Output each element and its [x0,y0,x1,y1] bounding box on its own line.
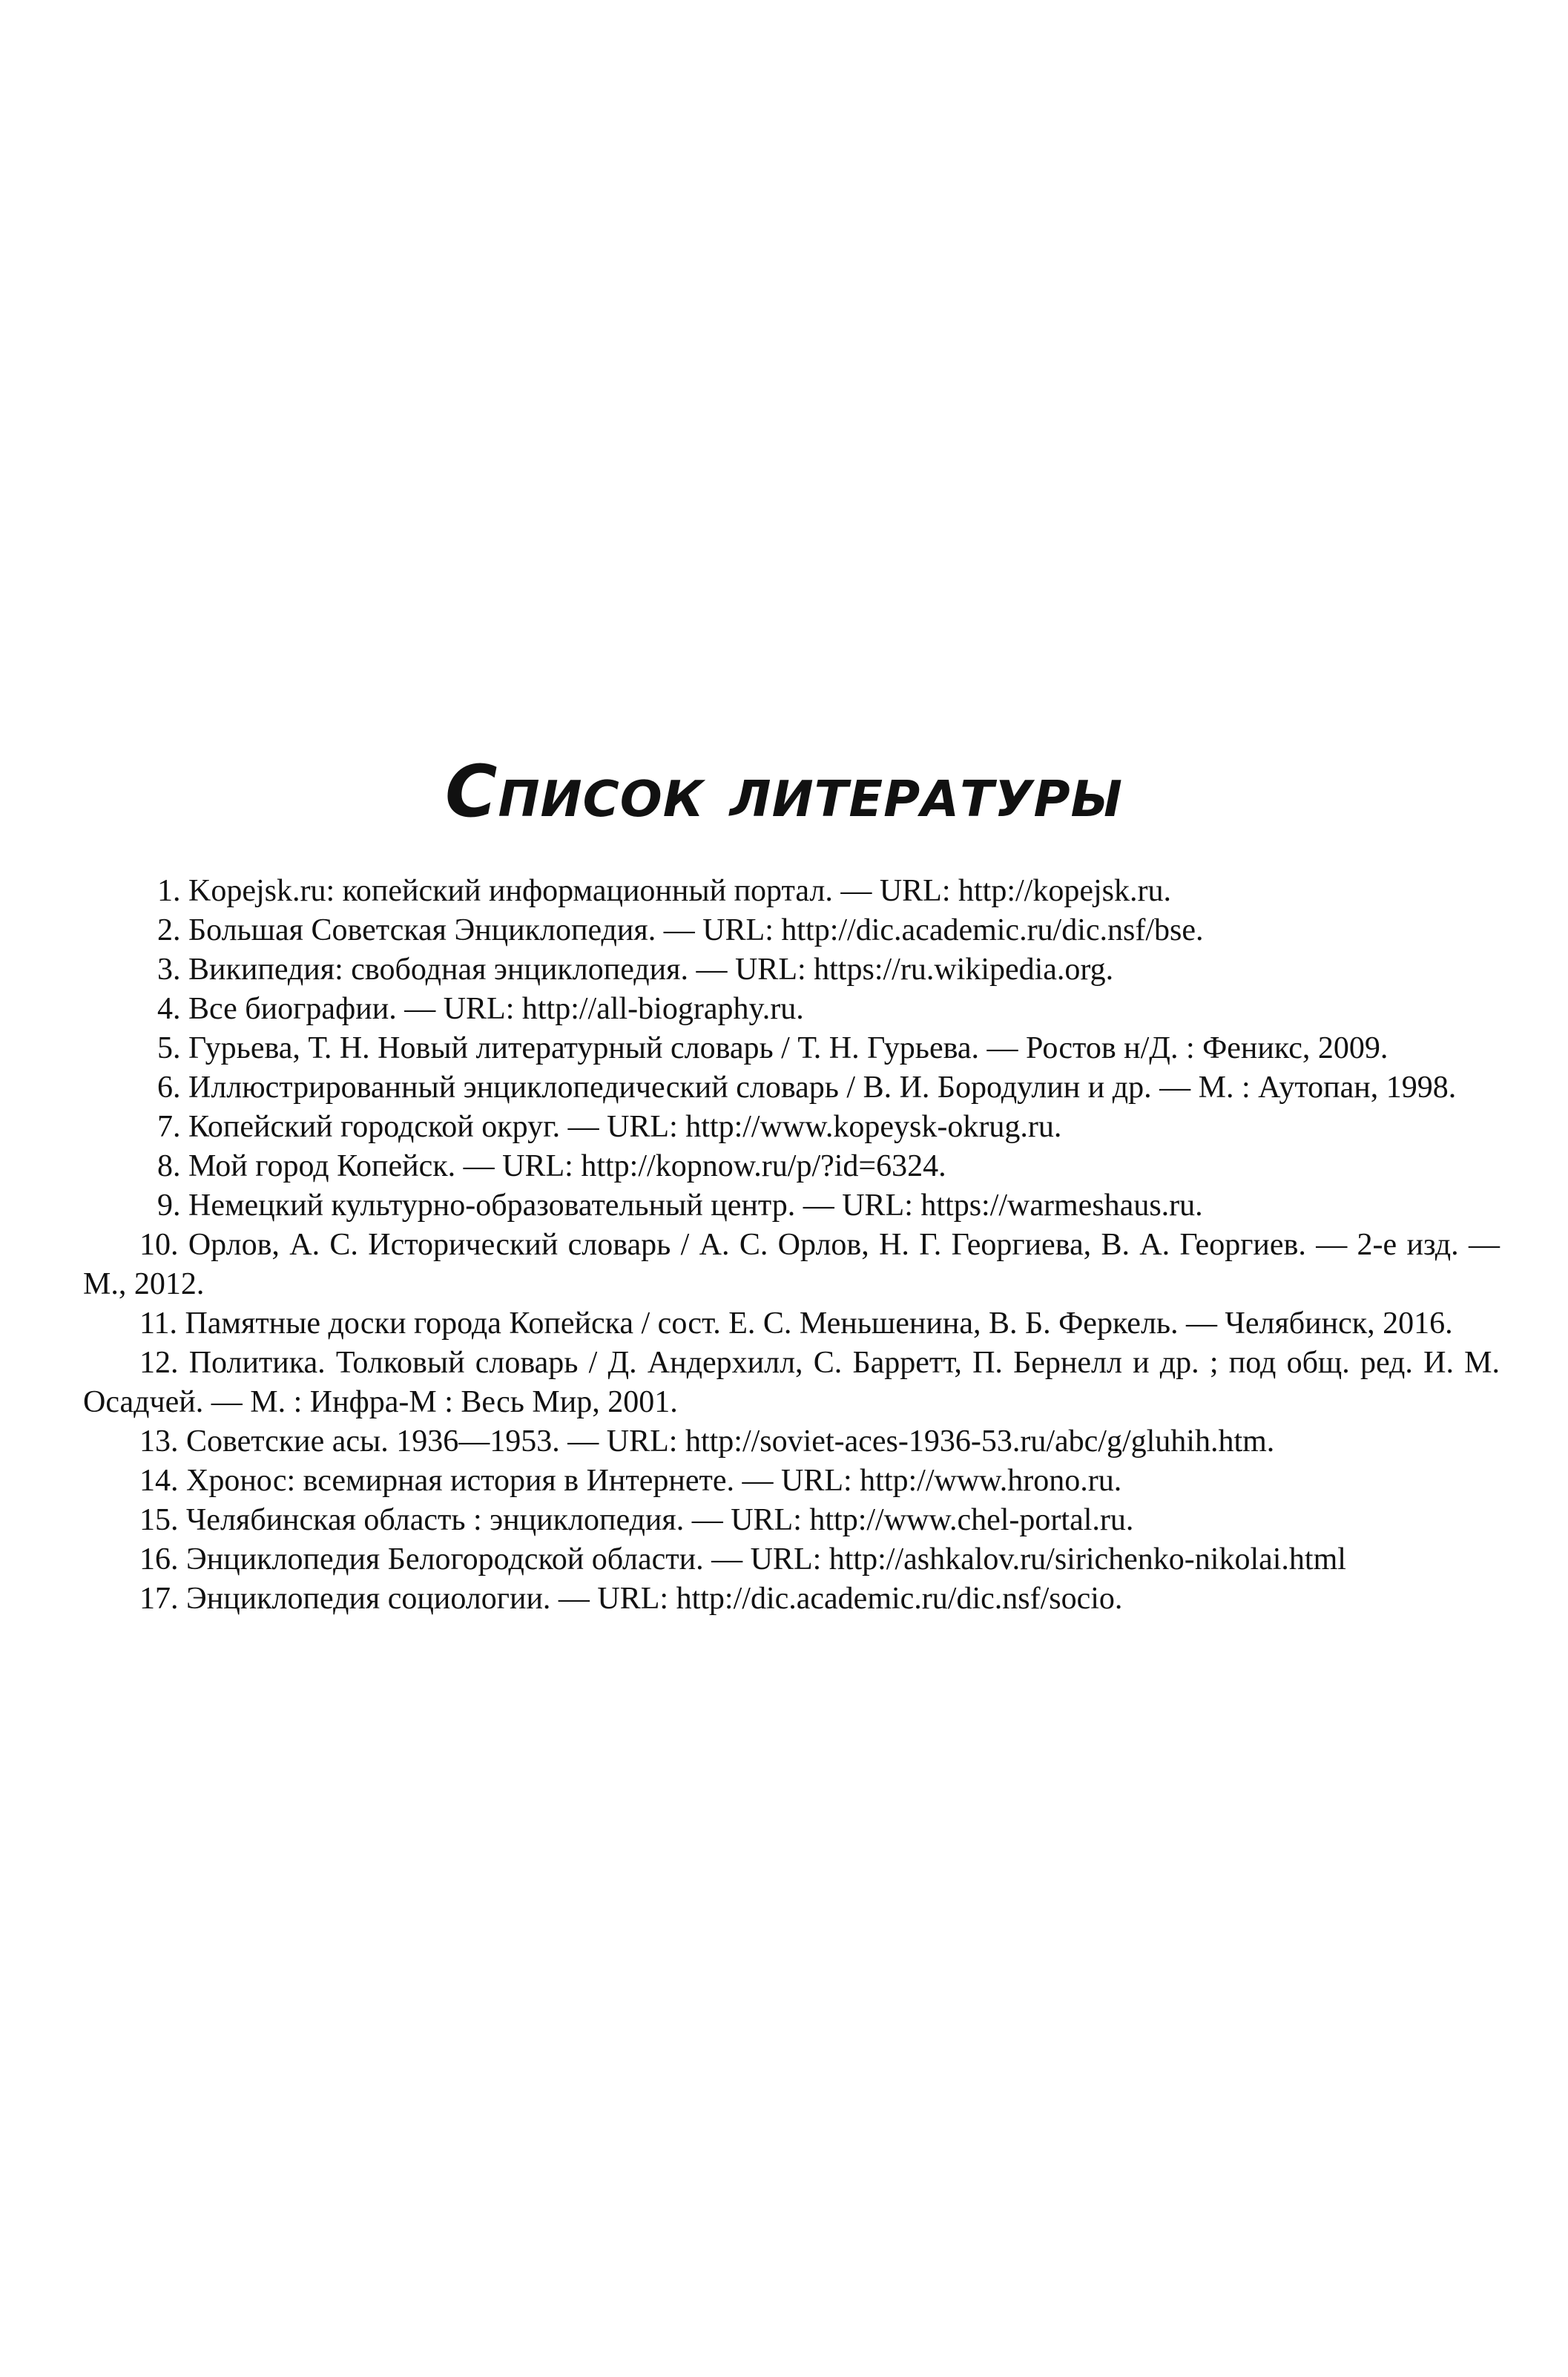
reference-text: Все биографии. — URL: http://all-biography.ru. [188,992,804,1026]
reference-number: 14. [139,1464,179,1498]
reference-number: 16. [139,1542,179,1577]
reference-item [83,1540,1500,1579]
reference-item [83,1147,1500,1186]
reference-number: 13. [139,1424,179,1459]
reference-text: Хронос: всемирная история в Интернете. — URL: http://www.hrono.ru. [186,1464,1122,1498]
reference-item [83,1462,1500,1501]
reference-number: 10. [139,1228,179,1262]
reference-number: 11. [139,1306,177,1341]
reference-item [83,1501,1500,1540]
reference-item [83,950,1500,990]
reference-item [83,1068,1500,1108]
reference-item [83,1108,1500,1147]
reference-text: Мой город Копейск. — URL: http://kopnow.ru/p/?id=6324. [188,1149,946,1183]
reference-item [83,1186,1500,1226]
reference-item [83,872,1500,911]
reference-text: Немецкий культурно-образовательный центр. — URL: https://warmeshaus.ru. [188,1188,1203,1223]
reference-item [83,1226,1500,1304]
reference-number: 4. [157,992,181,1026]
reference-list [83,872,1500,1619]
reference-number: 5. [157,1031,181,1065]
reference-text: Советские асы. 1936—1953. — URL: http://soviet-aces-1936-53.ru/abc/g/gluhih.htm. [186,1424,1275,1459]
reference-text: Памятные доски города Копейска / сост. Е. С. Меньшенина, В. Б. Феркель. — Челябинск, 2016. [185,1306,1453,1341]
reference-text: Энциклопедия Белогородской области. — URL: http://ashkalov.ru/sirichenko-nikolai.html [186,1542,1346,1577]
reference-number: 7. [157,1110,181,1144]
reference-number: 12. [139,1346,179,1380]
reference-number: 15. [139,1503,179,1537]
reference-text: Копейский городской округ. — URL: http://www.kopeysk-okrug.ru. [188,1110,1062,1144]
reference-text: Гурьева, Т. Н. Новый литературный словарь / Т. Н. Гурьева. — Ростов н/Д. : Феникс, 2009. [188,1031,1389,1065]
reference-text: Иллюстрированный энциклопедический словарь / В. И. Бородулин и др. — М. : Аутопан, 1998. [188,1071,1457,1105]
reference-number: 3. [157,953,181,987]
reference-number: 1. [157,874,181,908]
page-title: Список литературы [445,750,1123,833]
reference-number: 8. [157,1149,181,1183]
reference-text: Большая Советская Энциклопедия. — URL: http://dic.academic.ru/dic.nsf/bse. [188,913,1204,947]
reference-number: 6. [157,1071,181,1105]
reference-item [83,1029,1500,1068]
reference-item [83,911,1500,950]
reference-item [83,1304,1500,1344]
reference-item [83,1344,1500,1422]
reference-text: Википедия: свободная энциклопедия. — URL: https://ru.wikipedia.org. [188,953,1114,987]
reference-item [83,990,1500,1029]
reference-number: 9. [157,1188,181,1223]
reference-text: Энциклопедия социологии. — URL: http://dic.academic.ru/dic.nsf/socio. [186,1582,1123,1616]
reference-text: Политика. Толковый словарь / Д. Андерхилл, С. Барретт, П. Бернелл и др. ; под общ. ред. И. М. Осадчей. — М. : Инфра-М : Весь Мир, 2001. [83,1346,1500,1419]
reference-text: Орлов, А. С. Исторический словарь / А. С. Орлов, Н. Г. Георгиева, В. А. Георгиев. — 2-е изд. — М., 2012. [83,1228,1501,1301]
reference-text: Kopejsk.ru: копейский информационный портал. — URL: http://kopejsk.ru. [188,874,1171,908]
reference-text: Челябинская область : энциклопедия. — URL: http://www.chel-portal.ru. [186,1503,1134,1537]
reference-number: 17. [139,1582,179,1616]
reference-item [83,1579,1500,1619]
reference-item [83,1422,1500,1462]
reference-number: 2. [157,913,181,947]
